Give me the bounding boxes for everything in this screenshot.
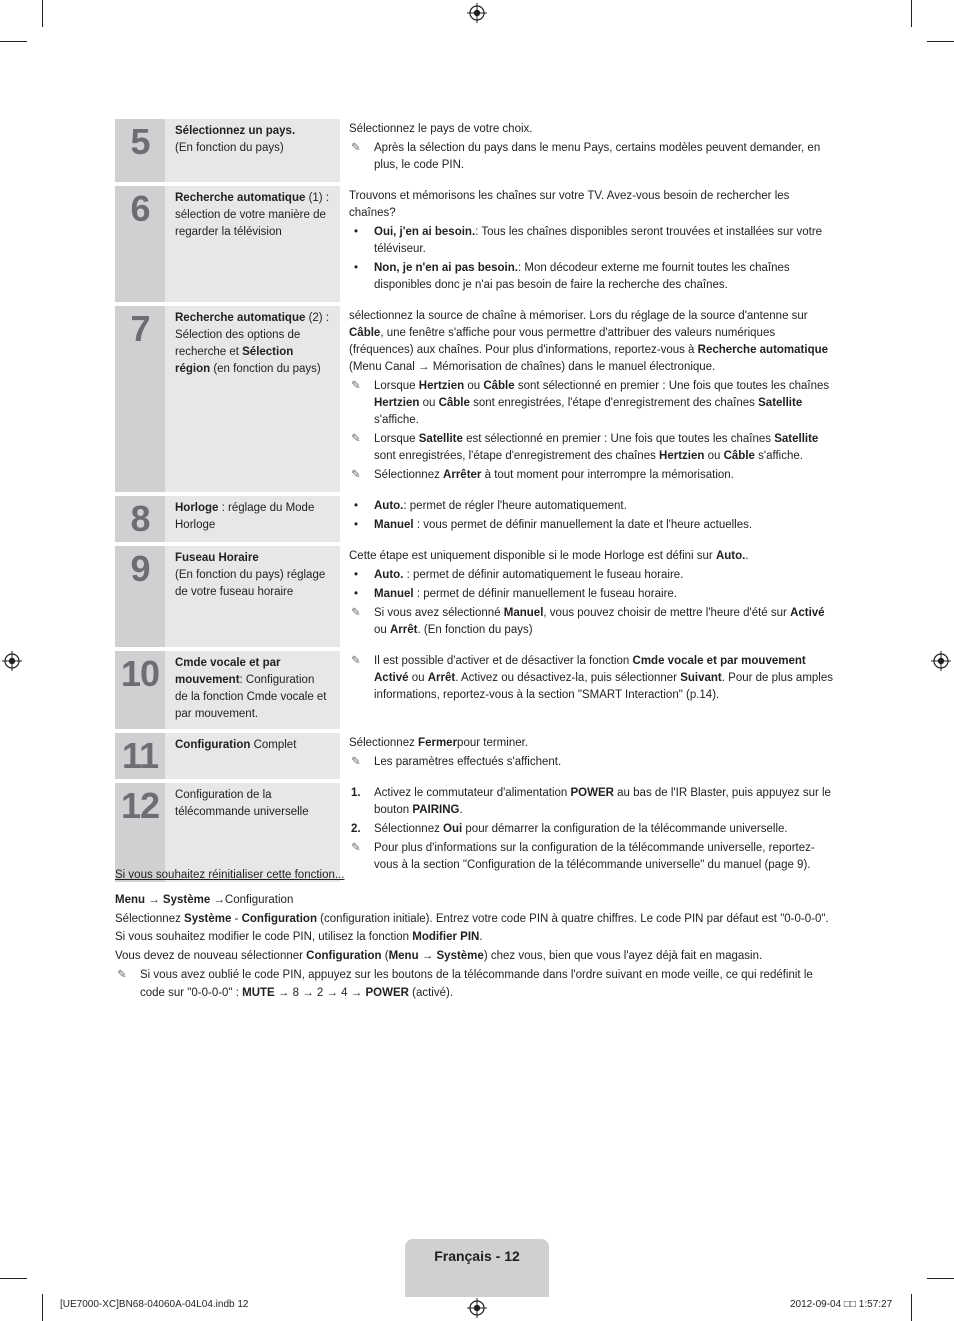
crop-mark [927,1278,954,1279]
note-item [349,467,835,484]
bold-term: PAIRING [412,804,460,816]
bold-term: MUTE [242,987,275,999]
note-item [115,966,835,1002]
numbered-item [349,785,835,819]
bullet-icon: • [354,569,359,581]
bold-term: Sélection région [175,346,294,375]
bold-term: Manuel [503,607,544,619]
item-text: Il est possible d'activer et de désactiver la fonction Cmde vocale et par mouvement Activé ou Arrêt. Activez ou désactivez-la, puis sélectionner Suivant. Pour de plus amples informations, reportez-vous à la section "SMART Interaction" (p.14). [374,655,833,701]
step-description [340,651,835,729]
pencil-note-icon: ✎ [117,969,127,981]
registration-mark-icon [467,3,487,23]
crop-mark [0,41,27,42]
bold-term: Recherche automatique [175,312,306,324]
bullet-item [349,567,835,584]
pencil-note-icon: ✎ [351,433,361,445]
crop-mark [42,1294,43,1321]
step-description [340,496,835,542]
step-row-9 [115,546,835,647]
step-description [340,119,835,182]
bold-term: Non, je n'en ai pas besoin. [374,262,518,274]
item-text: Oui, j'en ai besoin.: Tous les chaînes disponibles seront trouvées et installées sur votre téléviseur. [374,226,823,255]
step-number: 12 [115,783,165,882]
step-row-5 [115,119,835,182]
item-text: Sélectionnez Oui pour démarrer la configuration de la télécommande universelle. [374,823,788,835]
bold-term: Satellite [758,397,803,409]
step-label: Horloge : réglage du Mode Horloge [165,496,340,542]
paragraph: Menu → Système →Configuration [115,894,294,906]
step-label: Fuseau Horaire (En fonction du pays) réglage de votre fuseau horaire [165,546,340,647]
item-text: Sélectionnez Arrêter à tout moment pour interrompre la mémorisation. [374,469,734,481]
bold-term: Recherche automatique [697,344,829,356]
note-item [349,605,835,639]
bold-term: Activé [790,607,825,619]
bold-term: Configuration [306,950,382,962]
bold-term: Système [436,950,484,962]
step-label: Configuration de la télécommande universelle [165,783,340,882]
item-text: Les paramètres effectués s'affichent. [374,756,562,768]
bold-term: Auto. [715,550,746,562]
item-text: Manuel : permet de définir manuellement le fuseau horaire. [374,588,677,600]
step-number: 10 [115,651,165,729]
paragraph: Sélectionnez Système - Configuration (configuration initiale). Entrez votre code PIN à quatre chiffres. Le code PIN par défaut est "0-0-0-0". Si vous souhaitez modifier le code PIN, utilisez la fonction Modifier PIN. [115,913,829,943]
bullet-icon: • [354,500,359,512]
bullet-item [349,224,835,258]
bold-term: Arrêt [390,624,418,636]
bold-term: Câble [483,380,515,392]
bullet-icon: • [354,588,359,600]
item-text: Lorsque Hertzien ou Câble sont sélectionné en premier : Une fois que toutes les chaînes Hertzien ou Câble sont enregistrées, l'étape d'enregistrement des chaînes Satellite s'affiche. [374,380,830,426]
step-row-7 [115,306,835,492]
bold-term: Hertzien [374,397,420,409]
pencil-note-icon: ✎ [351,842,361,854]
item-text: Manuel : vous permet de définir manuellement la date et l'heure actuelles. [374,519,753,531]
step-label: Cmde vocale et par mouvement: Configuration de la fonction Cmde vocale et par mouvement. [165,651,340,729]
crop-mark [911,0,912,27]
reset-body [115,891,835,1002]
bold-term: Suivant [680,672,722,684]
step-number: 11 [115,733,165,779]
bold-term: Fermer [418,737,458,749]
paragraph: Sélectionnez le pays de votre choix. [349,123,533,135]
bold-term: Arrêter [443,469,482,481]
bold-term: Modifier PIN [412,931,480,943]
page-number-tab: Français - 12 [405,1239,549,1297]
bold-term: Câble [438,397,470,409]
bullet-icon: • [354,226,359,238]
bold-term: Sélectionnez un pays. [175,125,296,137]
step-number: 9 [115,546,165,647]
bold-term: Horloge [175,502,219,514]
item-text: Non, je n'en ai pas besoin.: Mon décodeur externe me fournit toutes les chaînes disponibles donc je n'ai pas besoin de faire la recherche des chaînes. [374,262,790,291]
paragraph: sélectionnez la source de chaîne à mémoriser. Lors du réglage de la source d'antenne sur Câble, une fenêtre s'affiche pour vous permettre d'attribuer des valeurs numériques (fréquences) aux chaînes. Pour plus d'informations, reportez-vous à Recherche automatique (Menu Canal → Mémorisation de chaînes) dans le manuel électronique. [349,310,829,373]
bold-term: Menu [115,894,146,906]
item-text: Auto. : permet de définir automatiquement le fuseau horaire. [374,569,684,581]
crop-mark [42,0,43,27]
step-label: Configuration Complet [165,733,340,779]
registration-mark-icon [467,1298,487,1318]
bullet-icon: • [354,519,359,531]
print-timestamp: 2012-09-04 □□ 1:57:27 [790,1299,893,1310]
bold-term: Cmde vocale et par mouvement [175,657,281,686]
reset-heading: Si vous souhaitez réinitialiser cette fonction... [115,869,345,881]
paragraph: Sélectionnez Fermerpour terminer. [349,737,528,749]
bold-term: Configuration [175,739,251,751]
step-row-10 [115,651,835,729]
setup-steps-table [115,119,835,886]
bold-term: Manuel [374,588,414,600]
item-number: 2. [351,823,361,835]
item-text: Si vous avez oublié le code PIN, appuyez sur les boutons de la télécommande dans l'ordre suivant en mode veille, ce qui redéfinit le code sur "0-0-0-0" : MUTE → 8 → 2 → 4 → POWER (activé). [140,969,813,999]
step-description [340,546,835,647]
paragraph: Trouvons et mémorisons les chaînes sur votre TV. Avez-vous besoin de rechercher les chaînes? [349,190,790,219]
bold-term: Auto. [374,569,404,581]
pencil-note-icon: ✎ [351,469,361,481]
paragraph: Cette étape est uniquement disponible si le mode Horloge est défini sur Auto.. [349,550,749,562]
registration-mark-icon [2,651,22,671]
bullet-item [349,517,835,534]
step-number: 7 [115,306,165,492]
crop-mark [927,41,954,42]
bold-term: POWER [365,987,409,999]
bold-term: Câble [723,450,755,462]
step-label: Sélectionnez un pays. (En fonction du pays) [165,119,340,182]
bold-term: Hertzien [659,450,705,462]
pencil-note-icon: ✎ [351,655,361,667]
item-text: Lorsque Satellite est sélectionné en premier : Une fois que toutes les chaînes Satellite sont enregistrées, l'étape d'enregistrement des chaînes Hertzien ou Câble s'affiche. [374,433,819,462]
note-item [349,653,835,704]
crop-mark [911,1294,912,1321]
step-label: Recherche automatique (2) : Sélection des options de recherche et Sélection région (en fonction du pays) [165,306,340,492]
step-row-6 [115,186,835,302]
note-item [349,431,835,465]
note-item [349,378,835,429]
file-info: [UE7000-XC]BN68-04060A-04L04.indb 12 [60,1299,249,1310]
bullet-icon: • [354,262,359,274]
bold-term: Oui, j'en ai besoin. [374,226,476,238]
crop-mark [0,1278,27,1279]
step-number: 5 [115,119,165,182]
pencil-note-icon: ✎ [351,142,361,154]
step-description [340,186,835,302]
bold-term: Manuel [374,519,414,531]
step-row-11 [115,733,835,779]
reset-section [115,866,835,1004]
note-item [349,140,835,174]
step-number: 6 [115,186,165,302]
registration-mark-icon [931,651,951,671]
bold-term: Cmde vocale et par mouvement Activé [374,655,806,684]
bullet-item [349,260,835,294]
bold-term: Satellite [774,433,819,445]
bold-term: Hertzien [418,380,465,392]
item-number: 1. [351,787,361,799]
bold-term: Système [162,894,211,906]
step-label: Recherche automatique (1) : sélection de votre manière de regarder la télévision [165,186,340,302]
bold-term: Oui [443,823,463,835]
bold-term: Système [184,913,232,925]
step-number: 8 [115,496,165,542]
pencil-note-icon: ✎ [351,380,361,392]
note-item [349,754,835,771]
bold-term: Recherche automatique [175,192,306,204]
item-text: Pour plus d'informations sur la configuration de la télécommande universelle, reportez-vous à la section "Configuration de la télécommande universelle" du manuel (page 9). [374,842,815,871]
pencil-note-icon: ✎ [351,756,361,768]
bold-term: Auto. [374,500,404,512]
item-text: Activez le commutateur d'alimentation POWER au bas de l'IR Blaster, puis appuyez sur le bouton PAIRING. [374,787,831,816]
paragraph: Vous devez de nouveau sélectionner Configuration (Menu → Système) chez vous, bien que vous l'ayez déjà fait en magasin. [115,950,763,962]
item-text: Si vous avez sélectionné Manuel, vous pouvez choisir de mettre l'heure d'été sur Activé ou Arrêt. (En fonction du pays) [374,607,825,636]
step-description [340,306,835,492]
bullet-item [349,498,835,515]
bold-term: Configuration [241,913,317,925]
bold-term: Fuseau Horaire [175,552,259,564]
bold-term: Câble [349,327,381,339]
bullet-item [349,586,835,603]
bold-term: POWER [570,787,614,799]
bold-term: Arrêt [427,672,456,684]
pencil-note-icon: ✎ [351,607,361,619]
item-text: Après la sélection du pays dans le menu Pays, certains modèles peuvent demander, en plus, le code PIN. [374,142,821,171]
item-text: Auto.: permet de régler l'heure automatiquement. [374,500,627,512]
step-description [340,733,835,779]
bold-term: Menu [388,950,419,962]
step-row-8 [115,496,835,542]
bold-term: Satellite [418,433,463,445]
numbered-item [349,821,835,838]
